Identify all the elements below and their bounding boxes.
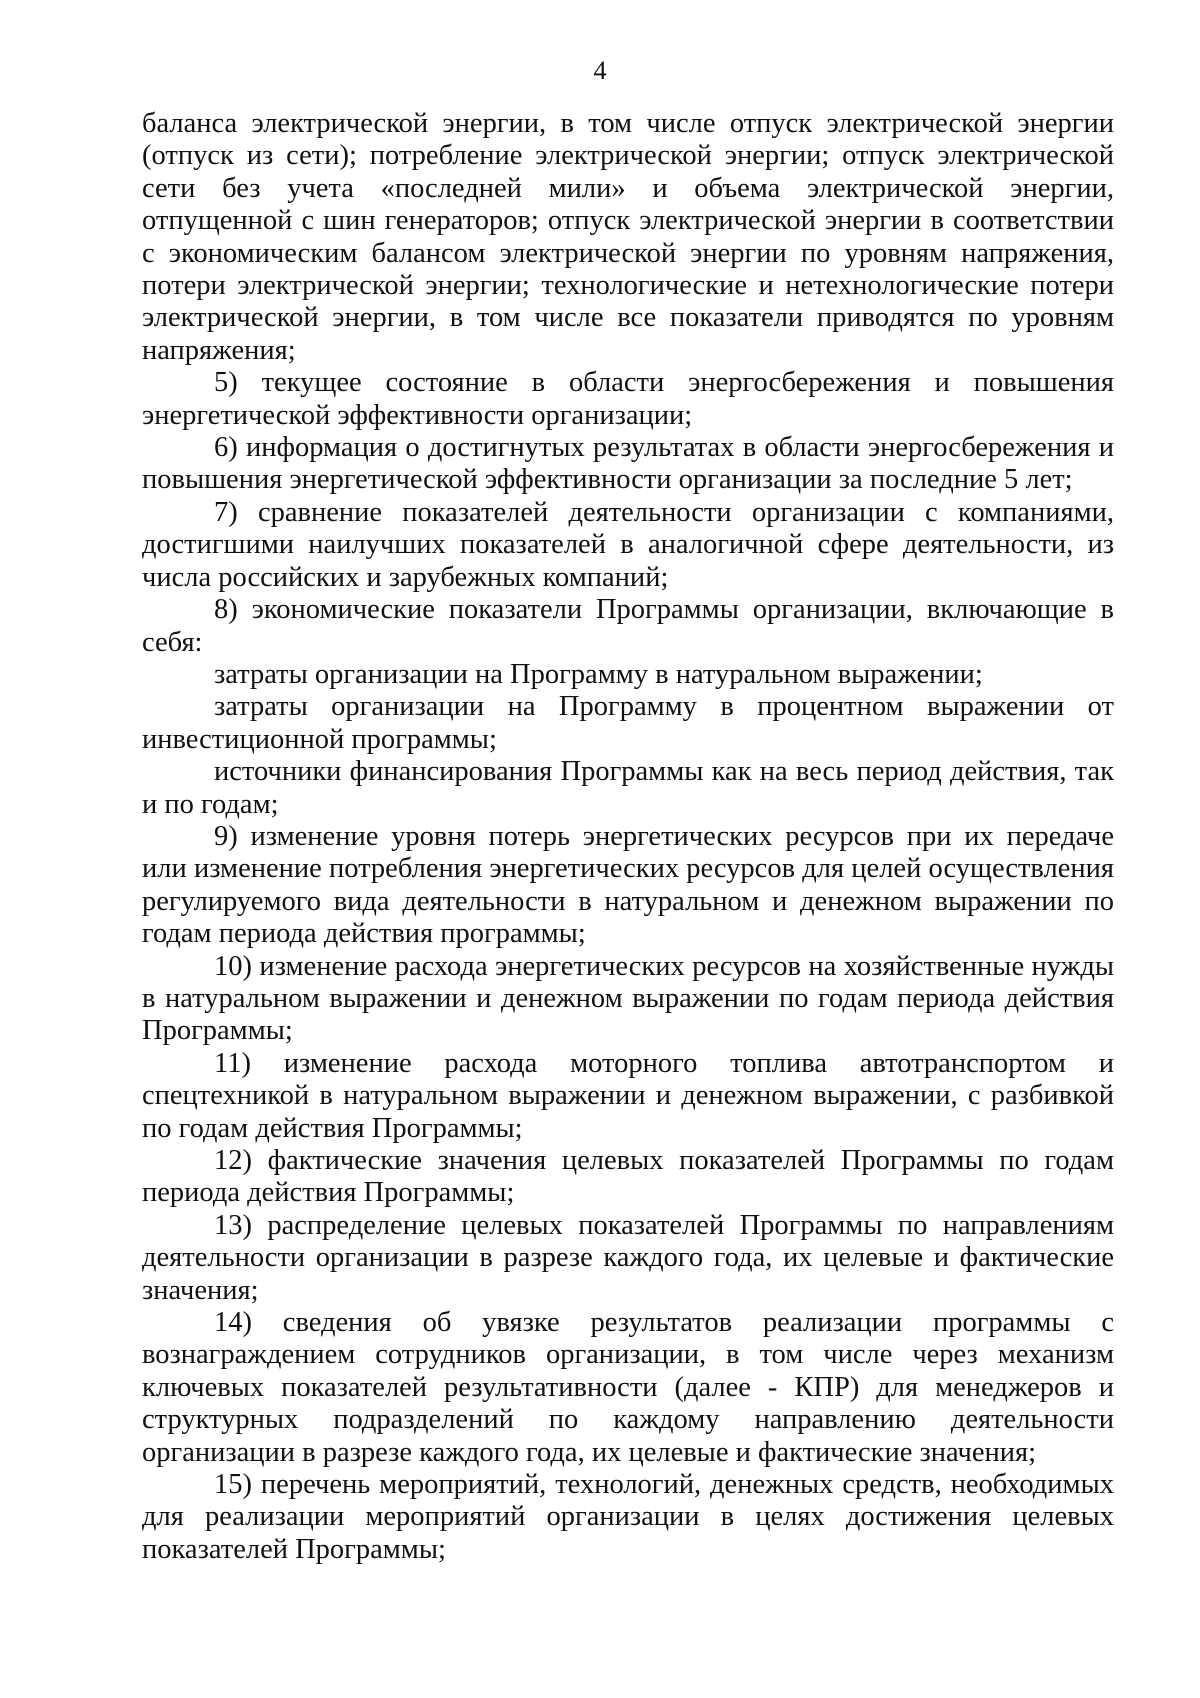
paragraph-item-15: 15) перечень мероприятий, технологий, денежных средств, необходимых для реализации мероприятий организации в целях достижения целевых показателей Программы;	[142, 1469, 1114, 1565]
paragraph-item-14: 14) сведения об увязке результатов реализации программы с вознаграждением сотрудников организации, в том числе через механизм ключевых показателей результативности (далее - КПР) для менеджеров и структурных подразделений по каждому направлению деятельности организации в разрезе каждого года, их целевые и фактические значения;	[142, 1307, 1114, 1468]
document-body	[142, 108, 1114, 1566]
paragraph-item-8-subitem-1: затраты организации на Программу в натуральном выражении;	[214, 658, 983, 690]
paragraph-item-8-subitem-2: затраты организации на Программу в процентном выражении от инвестиционной программы;	[142, 691, 1114, 755]
paragraph-item-9: 9) изменение уровня потерь энергетических ресурсов при их передаче или изменение потребления энергетических ресурсов для целей осуществления регулируемого вида деятельности в натуральном и денежном выражении по годам периода действия программы;	[142, 820, 1114, 950]
page-number: 4	[593, 56, 607, 85]
paragraph-item-10: 10) изменение расхода энергетических ресурсов на хозяйственные нужды в натуральном выражении и денежном выражении по годам периода действия Программы;	[142, 950, 1114, 1047]
paragraph-item-7: 7) сравнение показателей деятельности организации с компаниями, достигшими наилучших показателей в аналогичной сфере деятельности, из числа российских и зарубежных компаний;	[142, 496, 1114, 593]
paragraph-balance-continuation: баланса электрической энергии, в том числе отпуск электрической энергии (отпуск из сети); потребление электрической энергии; отпуск электрической сети без учета «последней мили» и объема электрической энергии, отпущенной с шин генераторов; отпуск электрической энергии в соответствии с экономическим балансом электрической энергии по уровням напряжения, потери электрической энергии; технологические и нетехнологические потери электрической энергии, в том числе все показатели приводятся по уровням напряжения;	[142, 108, 1114, 366]
paragraph-item-11: 11) изменение расхода моторного топлива автотранспортом и спецтехникой в натуральном выражении и денежном выражении, с разбивкой по годам действия Программы;	[142, 1047, 1114, 1144]
paragraph-item-6: 6) информация о достигнутых результатах в области энергосбережения и повышения энергетической эффективности организации за последние 5 лет;	[142, 432, 1114, 496]
paragraph-item-8-subitem-3: источники финансирования Программы как на весь период действия, так и по годам;	[142, 756, 1114, 820]
paragraph-item-5: 5) текущее состояние в области энергосбережения и повышения энергетической эффективности организации;	[142, 367, 1114, 431]
paragraph-item-12: 12) фактические значения целевых показателей Программы по годам периода действия Программы;	[142, 1145, 1114, 1209]
paragraph-item-8: 8) экономические показатели Программы организации, включающие в себя:	[142, 594, 1114, 658]
paragraph-item-13: 13) распределение целевых показателей Программы по направлениям деятельности организации в разрезе каждого года, их целевые и фактические значения;	[142, 1209, 1114, 1306]
